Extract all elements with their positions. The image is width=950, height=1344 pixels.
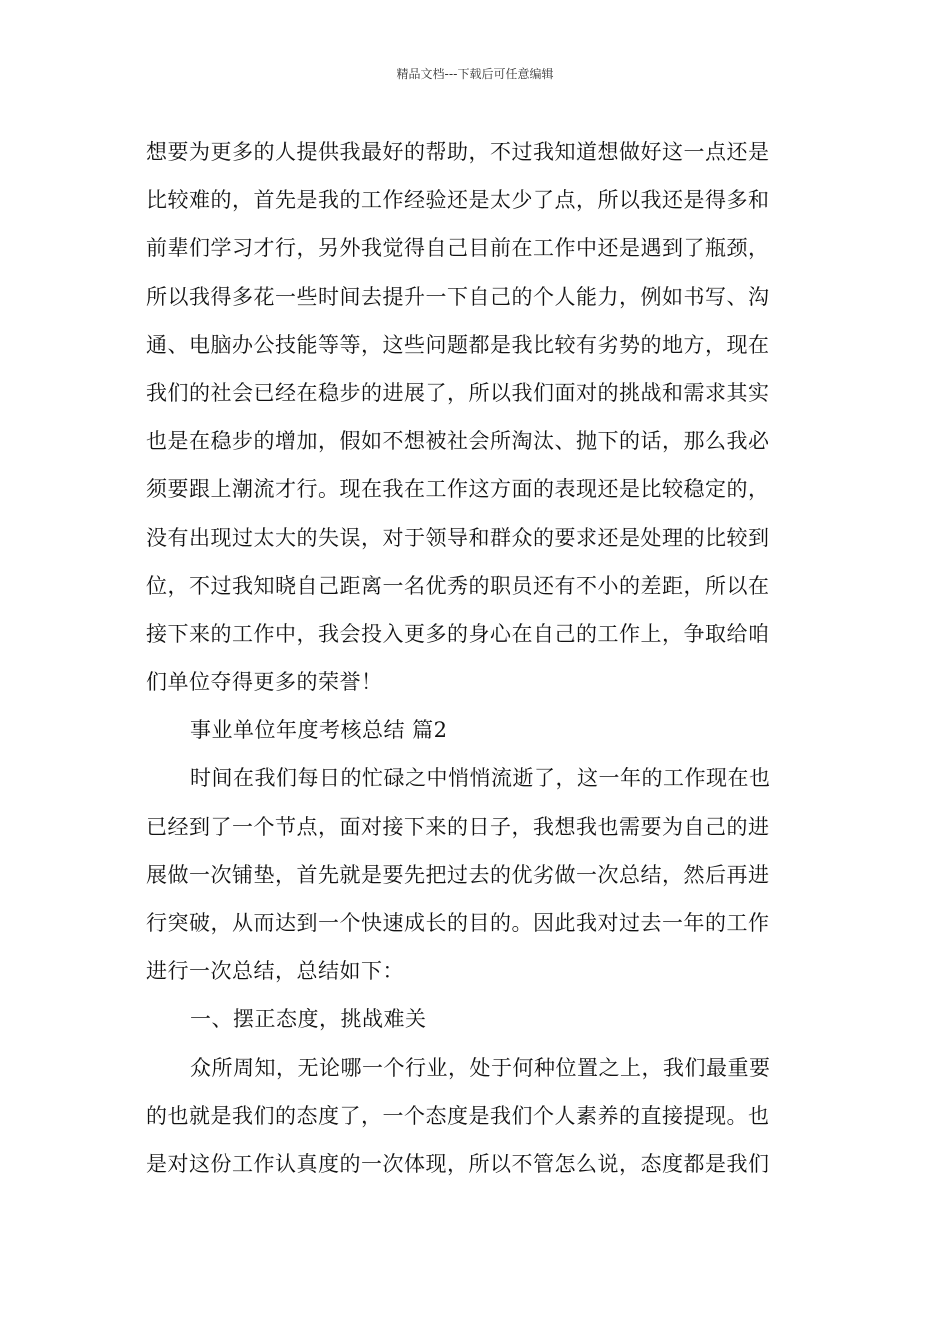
text-line: 展做一次铺垫，首先就是要先把过去的优劣做一次总结，然后再进 — [146, 862, 770, 887]
paragraph-start-line: 时间在我们每日的忙碌之中悄悄流逝了，这一年的工作现在也 — [190, 766, 771, 791]
text-line: 也是在稳步的增加，假如不想被社会所淘汰、抛下的话，那么我必 — [146, 429, 770, 454]
text-line: 通、电脑办公技能等等，这些问题都是我比较有劣势的地方，现在 — [146, 332, 770, 357]
text-line: 没有出现过太大的失误，对于领导和群众的要求还是处理的比较到 — [146, 525, 770, 550]
section-heading: 事业单位年度考核总结 篇2 — [190, 718, 448, 743]
paragraph-start-line: 众所周知，无论哪一个行业，处于何种位置之上，我们最重要 — [190, 1055, 771, 1080]
subsection-heading: 一、摆正态度，挑战难关 — [190, 1007, 427, 1032]
text-line: 已经到了一个节点，面对接下来的日子，我想我也需要为自己的进 — [146, 814, 770, 839]
text-line: 比较难的，首先是我的工作经验还是太少了点，所以我还是得多和 — [146, 188, 770, 213]
text-line: 我们的社会已经在稳步的进展了，所以我们面对的挑战和需求其实 — [146, 380, 770, 405]
text-line: 前辈们学习才行，另外我觉得自己目前在工作中还是遇到了瓶颈， — [146, 236, 770, 261]
text-line: 们单位夺得更多的荣誉！ — [146, 670, 383, 695]
text-line: 想要为更多的人提供我最好的帮助，不过我知道想做好这一点还是 — [146, 140, 770, 164]
text-line: 须要跟上潮流才行。现在我在工作这方面的表现还是比较稳定的， — [146, 477, 770, 502]
document-body — [146, 128, 806, 1188]
text-line: 位，不过我知晓自己距离一名优秀的职员还有不小的差距，所以在 — [146, 573, 770, 598]
text-line: 是对这份工作认真度的一次体现，所以不管怎么说，态度都是我们 — [146, 1151, 770, 1176]
text-line: 所以我得多花一些时间去提升一下自己的个人能力，例如书写、沟 — [146, 284, 770, 309]
text-line: 接下来的工作中，我会投入更多的身心在自己的工作上，争取给咱 — [146, 621, 770, 646]
text-line: 行突破，从而达到一个快速成长的目的。因此我对过去一年的工作 — [146, 911, 770, 935]
text-line: 进行一次总结，总结如下： — [146, 959, 404, 984]
text-line: 的也就是我们的态度了，一个态度是我们个人素养的直接提现。也 — [146, 1103, 770, 1128]
page-header: 精品文档---下载后可任意编辑 — [396, 67, 554, 81]
